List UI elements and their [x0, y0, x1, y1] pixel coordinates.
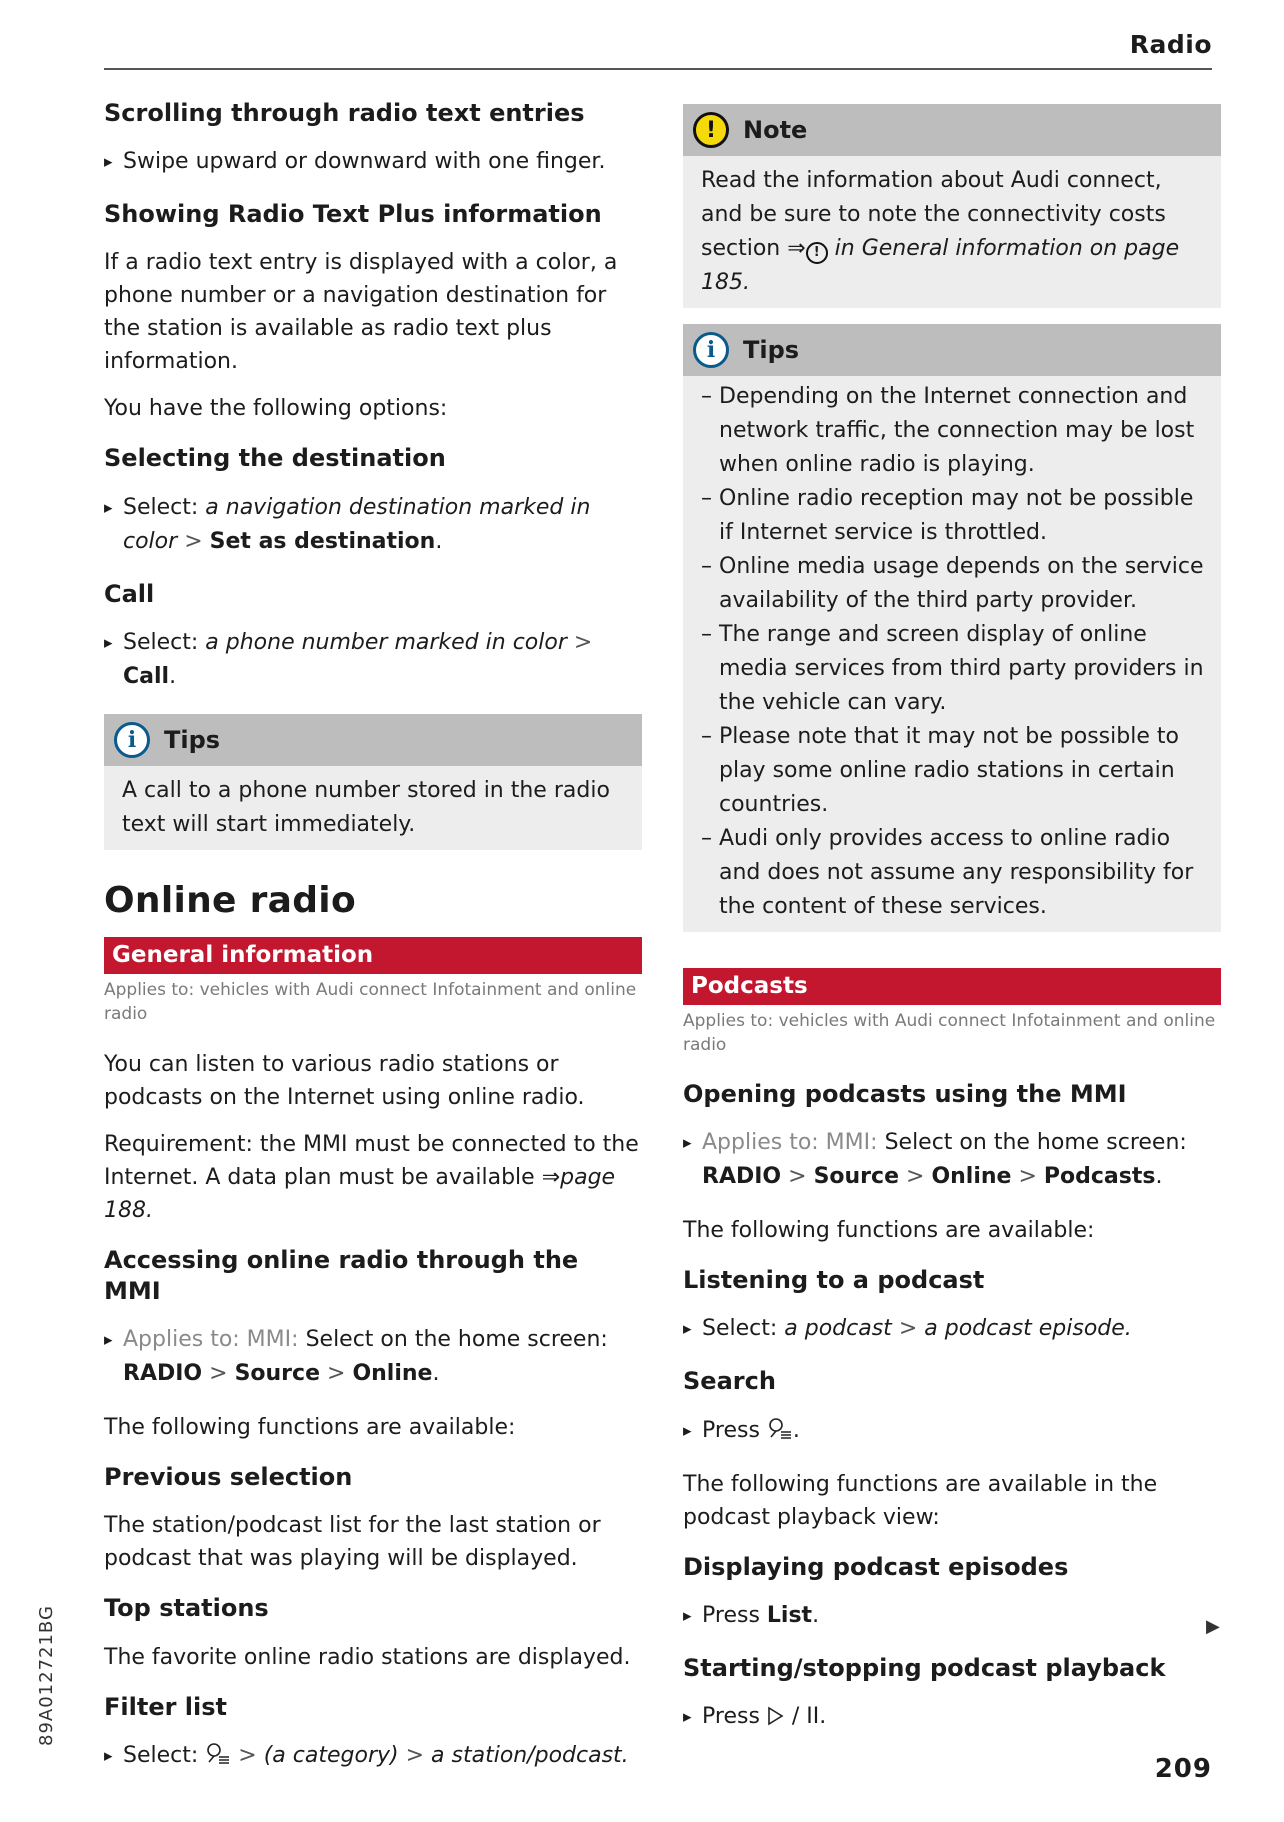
episodes-bullet: ▸ Press List. [683, 1599, 1221, 1633]
listen-select-label: Select: [702, 1316, 778, 1342]
prev-heading: Previous selection [104, 1463, 353, 1492]
path-sep: > [238, 1742, 257, 1768]
note-box-header [683, 104, 1221, 156]
tips-box-online [683, 324, 1221, 932]
tips-box-call [104, 714, 642, 850]
tips-item: – Please note that it may not be possible to play some online radio stations in certain countries. [701, 720, 1207, 822]
note-ref: in General information on page 185. [701, 236, 1180, 295]
scroll-heading: Scrolling through radio text entries [104, 99, 585, 127]
dest-heading: Selecting the destination [104, 444, 446, 473]
episodes-press-label: Press [702, 1602, 760, 1628]
rtplus-heading: Showing Radio Text Plus information [104, 200, 602, 229]
warning-small-icon: ! [806, 242, 828, 264]
dest-bullet: ▸ Select: a navigation destination marked in color > Set as destination. [104, 491, 642, 559]
functions-para: The following functions are available: [104, 1415, 516, 1441]
header-rule [104, 68, 1212, 70]
filter-heading: Filter list [104, 1692, 227, 1721]
path-radio: RADIO [702, 1164, 782, 1190]
path-podcasts: Podcasts [1043, 1164, 1156, 1190]
right-column [683, 104, 1221, 1754]
info-icon: i [693, 332, 729, 368]
path-sep: > [573, 629, 593, 655]
opening-text: Select on the home screen: [884, 1130, 1187, 1156]
dest-select-label: Select: [123, 494, 199, 520]
left-column [104, 98, 642, 1793]
opening-heading: Opening podcasts using the MMI [683, 1080, 1127, 1108]
path-sep: > [788, 1164, 807, 1190]
intro-para: You can listen to various radio stations or podcasts on the Internet using online radio. [104, 1051, 585, 1110]
requirement-text: Requirement: the MMI must be connected to the Internet. A data plan must be available [104, 1131, 639, 1190]
tips-item: – The range and screen display of online media services from third party providers in the vehicle can vary. [701, 618, 1207, 720]
continue-arrow-icon: ▶ [1206, 1616, 1220, 1637]
playback-para: The following functions are available in the podcast playback view: [683, 1471, 1158, 1530]
tips-item: – Depending on the Internet connection and network traffic, the connection may be lost when online radio is playing. [701, 380, 1207, 482]
online-radio-heading: Online radio [104, 879, 356, 921]
arrow-ref-icon: ⇒ [541, 1164, 561, 1190]
search-list-icon [767, 1417, 793, 1441]
note-title: Note [743, 116, 808, 144]
tips-body: A call to a phone number stored in the radio text will start immediately. [122, 777, 610, 837]
call-bullet: ▸ Select: a phone number marked in color > Call. [104, 626, 642, 694]
general-info-bar: General information [104, 937, 642, 974]
search-list-icon [205, 1742, 231, 1766]
call-select-label: Select: [123, 629, 199, 655]
general-applies: Applies to: vehicles with Audi connect Infotainment and online radio [104, 979, 637, 1024]
scroll-bullet-text: Swipe upward or downward with one finger. [123, 149, 606, 175]
running-title: Radio [1129, 30, 1212, 59]
podcasts-applies: Applies to: vehicles with Audi connect Infotainment and online radio [683, 1011, 1216, 1055]
listen-item: a podcast [784, 1316, 892, 1342]
start-heading: Starting/stopping podcast playback [683, 1653, 1166, 1682]
tips-box-header [683, 324, 1221, 376]
note-box [683, 104, 1221, 308]
requirement-para [104, 1128, 642, 1227]
filter-category: (a category) [263, 1742, 399, 1768]
scroll-bullet [104, 145, 642, 179]
listen-bullet [683, 1312, 1221, 1346]
path-radio: RADIO [123, 1361, 203, 1387]
filter-select-label: Select: [123, 1742, 199, 1768]
search-heading: Search [683, 1367, 776, 1396]
path-sep: > [209, 1361, 228, 1387]
top-heading: Top stations [104, 1594, 269, 1623]
search-press-label: Press [702, 1417, 760, 1443]
options-para: You have the following options: [104, 396, 448, 422]
info-icon: i [114, 722, 150, 758]
play-icon [767, 1706, 785, 1726]
call-heading: Call [104, 579, 155, 608]
tips-list [683, 376, 1221, 932]
listen-heading: Listening to a podcast [683, 1266, 985, 1295]
dest-action: Set as destination [209, 528, 436, 554]
document-code: 89A012721BG [36, 1605, 57, 1746]
tips-item: – Audi only provides access to online radio and does not assume any responsibility for the content of these services. [701, 822, 1207, 924]
start-press-label: Press [702, 1703, 760, 1729]
pause-glyph: / II. [791, 1703, 827, 1729]
search-bullet: ▸ Press . [683, 1414, 1221, 1448]
tips-item: – Online radio reception may not be possible if Internet service is throttled. [701, 482, 1207, 550]
call-action: Call [123, 663, 170, 689]
path-online: Online [931, 1164, 1012, 1190]
tips-title: Tips [164, 725, 221, 754]
opening-applies: Applies to: MMI: [702, 1130, 878, 1156]
top-para: The favorite online radio stations are displayed. [104, 1644, 631, 1670]
path-sep: > [405, 1742, 425, 1768]
podcasts-bar: Podcasts [683, 968, 1221, 1005]
listen-episode: a podcast episode. [924, 1316, 1132, 1342]
filter-item: a station/podcast. [431, 1742, 629, 1768]
path-source: Source [234, 1361, 320, 1387]
rtplus-para: If a radio text entry is displayed with a color, a phone number or a navigation destination for the station is available as radio text plus information. [104, 250, 618, 375]
warning-icon: ! [693, 112, 729, 148]
note-body [683, 156, 1221, 308]
episodes-action: List [766, 1602, 813, 1628]
functions-para: The following functions are available: [683, 1218, 1095, 1244]
path-sep: > [1018, 1164, 1037, 1190]
prev-para: The station/podcast list for the last station or podcast that was playing will be displayed. [104, 1513, 601, 1572]
note-text: Read the information about Audi connect, and be sure to note the connectivity costs section [701, 168, 1166, 261]
page-number: 209 [1154, 1754, 1212, 1784]
path-source: Source [813, 1164, 899, 1190]
access-applies: Applies to: MMI: [123, 1327, 299, 1353]
access-heading: Accessing online radio through the MMI [104, 1245, 579, 1305]
tips-box-header [104, 714, 642, 766]
tips-item: – Online media usage depends on the service availability of the third party provider. [701, 550, 1207, 618]
arrow-ref-icon: ⇒ [787, 236, 806, 261]
dest-item: a navigation destination marked in color [123, 494, 591, 554]
tips-title: Tips [743, 336, 800, 364]
requirement-ref: page 188. [104, 1164, 616, 1223]
path-sep: > [327, 1361, 346, 1387]
path-online: Online [352, 1361, 433, 1387]
filter-bullet [104, 1739, 642, 1773]
episodes-heading: Displaying podcast episodes [683, 1552, 1069, 1581]
call-item: a phone number marked in color [205, 629, 567, 655]
path-sep: > [184, 528, 203, 554]
access-bullet: ▸ Applies to: MMI: Select on the home screen: RADIO > Source > Online. [104, 1323, 642, 1391]
path-sep: > [906, 1164, 925, 1190]
access-text: Select on the home screen: [305, 1327, 608, 1353]
start-bullet [683, 1700, 1221, 1734]
path-sep: > [898, 1316, 918, 1342]
opening-bullet: ▸ Applies to: MMI: Select on the home screen: RADIO > Source > Online > Podcasts. [683, 1126, 1221, 1194]
